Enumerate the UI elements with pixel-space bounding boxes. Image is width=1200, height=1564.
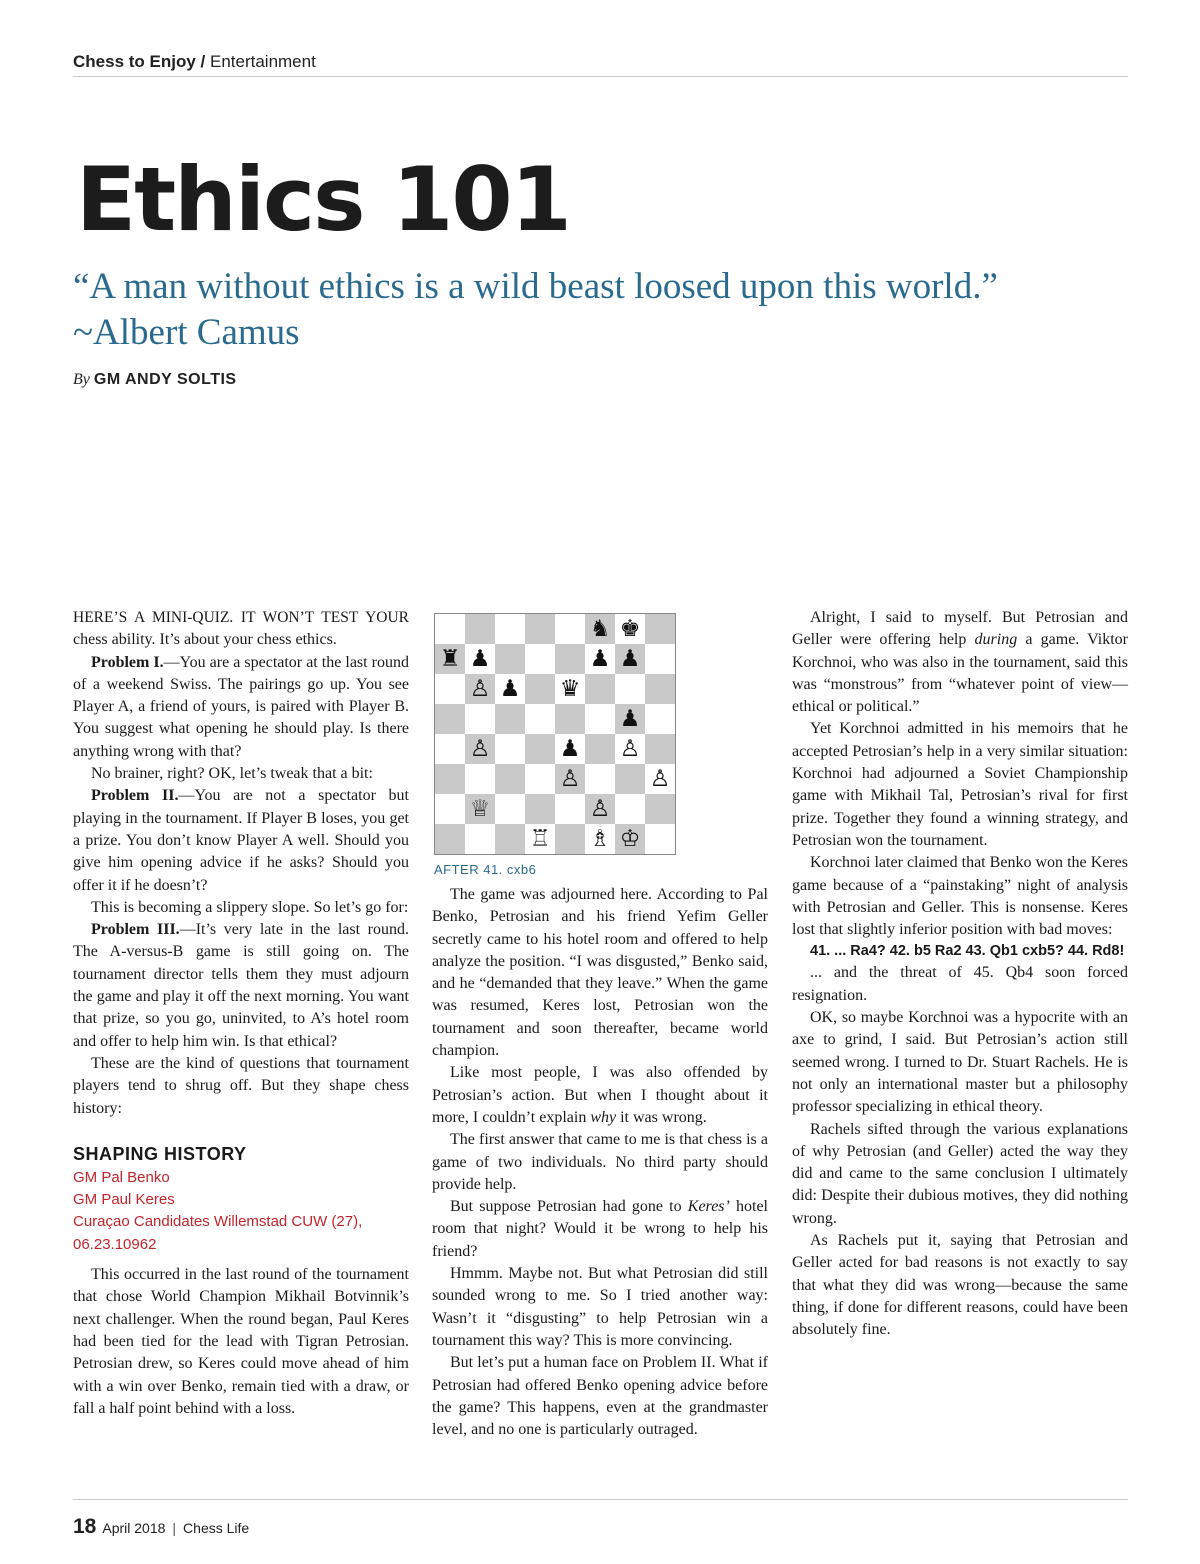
- square-d5: [525, 704, 555, 734]
- column-1: [73, 607, 409, 1420]
- article-title: Ethics 101: [76, 148, 570, 251]
- square-g8: [615, 614, 645, 644]
- square-e4: [555, 734, 585, 764]
- paragraph: [73, 919, 409, 1053]
- square-a7: [435, 644, 465, 674]
- paragraph: Yet Korchnoi admitted in his memoirs that he accepted Petrosian’s help in a very similar situation: Korchnoi had adjourned a Soviet Championship game with Mikhail Tal, Petrosian’s rival for first prize. Together they found a winning strategy, and Petrosian won the tournament.: [792, 720, 1128, 849]
- epigraph-quote: [73, 264, 1153, 356]
- square-b3: [465, 764, 495, 794]
- paragraph: These are the kind of questions that tournament players tend to shrug off. But they shape chess history:: [73, 1054, 409, 1117]
- square-f3: [585, 764, 615, 794]
- chess-piece-icon: ♕: [469, 795, 491, 822]
- chess-piece-icon: ♙: [589, 795, 611, 822]
- paragraph: But let’s put a human face on Problem II. What if Petrosian had offered Benko opening advice before the game? This happens, even at the grandmaster level, and no one is particularly outraged.: [432, 1354, 768, 1439]
- chess-piece-icon: ♟: [499, 675, 521, 702]
- chess-piece-icon: ♟: [619, 645, 641, 672]
- chess-piece-icon: ♖: [529, 825, 551, 852]
- square-h7: [645, 644, 675, 674]
- chess-piece-icon: ♟: [619, 705, 641, 732]
- square-c1: [495, 824, 525, 854]
- paragraph-text: —You are not a spectator but playing in the tournament. If Player B loses, you get a prize. You don’t know Player A well. Should you give him opening advice if he asks? Should you offer it if he doesn’t?: [73, 787, 410, 894]
- game-info: [73, 1167, 409, 1256]
- chess-piece-icon: ♙: [649, 765, 671, 792]
- chess-piece-icon: ♙: [469, 675, 491, 702]
- square-g4: [615, 734, 645, 764]
- square-h6: [645, 674, 675, 704]
- paragraph-text: —It’s very late in the last round. The A-versus-B game is still going on. The tournament director tells them they must adjourn the game and play it off the next morning. You want that prize, so you go, uninvited, to A’s hotel room and offer to help him win. Is that ethical?: [73, 921, 409, 1050]
- emphasis: Keres’: [687, 1198, 730, 1216]
- footer-issue: April 2018: [102, 1520, 166, 1536]
- square-f6: [585, 674, 615, 704]
- chess-piece-icon: ♗: [589, 825, 611, 852]
- chess-diagram: [434, 613, 676, 877]
- paragraph: [73, 652, 409, 763]
- paragraph: This occurred in the last round of the tournament that chose World Champion Mikhail Botvinnik’s next challenger. When the round began, Paul Keres had been tied for the lead with Tigran Petrosian. Petrosian drew, so Keres could move ahead of him with a win over Benko, remain tied with a draw, or fall a half point behind with a loss.: [73, 1266, 409, 1417]
- problem-label: Problem II.: [91, 787, 179, 805]
- lead-in: HERE’S A MINI-QUIZ. IT WON’T TEST YOUR: [73, 609, 409, 626]
- square-d3: [525, 764, 555, 794]
- paragraph-text: Alright, I said to myself. But Petrosian and Geller were offering help: [792, 609, 1128, 649]
- paragraph: OK, so maybe Korchnoi was a hypocrite with an axe to grind, I said. But Petrosian’s action still seemed wrong. I turned to Dr. Stuart Rachels. He is not only an international master but a philosophy professor specializing in ethical theory.: [792, 1009, 1128, 1116]
- column-2: [432, 884, 768, 1441]
- square-c5: [495, 704, 525, 734]
- square-a3: [435, 764, 465, 794]
- chess-piece-icon: ♙: [559, 765, 581, 792]
- paragraph: ... and the threat of 45. Qb4 soon forced resignation.: [792, 964, 1128, 1004]
- square-c8: [495, 614, 525, 644]
- square-b7: [465, 644, 495, 674]
- chess-piece-icon: ♟: [589, 645, 611, 672]
- paragraph: Hmmm. Maybe not. But what Petrosian did still sounded wrong to me. So I tried another way: Wasn’t it “disgusting” to help Petrosian win a tournament this way? This is more convincing.: [432, 1265, 768, 1349]
- chess-piece-icon: ♙: [619, 735, 641, 762]
- square-a5: [435, 704, 465, 734]
- paragraph: The first answer that came to me is that chess is a game of two individuals. No third party should provide help.: [432, 1131, 768, 1193]
- game-event: Curaçao Candidates Willemstad CUW (27), 06.23.10962: [73, 1213, 363, 1253]
- square-f2: [585, 794, 615, 824]
- problem-label: Problem III.: [91, 921, 180, 939]
- paragraph-text: —You are a spectator at the last round of a weekend Swiss. The pairings go up. You see Player A, a friend of yours, is paired with Player B. You suggest what opening he should play. Is there anything wrong with that?: [73, 653, 409, 760]
- paragraph: [432, 1196, 768, 1263]
- square-h3: [645, 764, 675, 794]
- square-d2: [525, 794, 555, 824]
- paragraph: [73, 785, 409, 896]
- square-b1: [465, 824, 495, 854]
- game-moves: 41. ... Ra4? 42. b5 Ra2 43. Qb1 cxb5? 44. Rd8!: [810, 943, 1125, 960]
- footer-magazine: Chess Life: [183, 1520, 250, 1536]
- paragraph: This is becoming a slippery slope. So let’s go for:: [91, 898, 409, 916]
- header-section: Chess to Enjoy: [73, 52, 196, 71]
- square-e6: [555, 674, 585, 704]
- paragraph: The game was adjourned here. According to Pal Benko, Petrosian and his friend Yefim Geller secretly came to his hotel room and offered to help analyze the position. “I was disgusted,” Benko said, and he “demanded that they leave.” When the game was resumed, Keres lost, Petrosian won the tournament and soon thereafter, became world champion.: [432, 886, 768, 1060]
- square-h1: [645, 824, 675, 854]
- square-b4: [465, 734, 495, 764]
- square-g6: [615, 674, 645, 704]
- square-a4: [435, 734, 465, 764]
- chess-piece-icon: ♚: [619, 615, 641, 642]
- chess-board: [434, 613, 676, 855]
- chess-piece-icon: ♟: [559, 735, 581, 762]
- square-d4: [525, 734, 555, 764]
- game-black: GM Paul Keres: [73, 1191, 175, 1209]
- header-divider: [73, 76, 1128, 77]
- paragraph: Rachels sifted through the various explanations of why Petrosian (and Geller) acted the way they did and came to the same conclusion I ultimately did: Despite their dubious motives, they did nothing wrong.: [792, 1120, 1128, 1227]
- square-b6: [465, 674, 495, 704]
- square-d7: [525, 644, 555, 674]
- square-g2: [615, 794, 645, 824]
- square-e7: [555, 644, 585, 674]
- paragraph-text: chess ability. It’s about your chess ethics.: [73, 631, 337, 649]
- paragraph: No brainer, right? OK, let’s tweak that a bit:: [91, 765, 373, 783]
- paragraph-text: it was wrong.: [616, 1108, 707, 1126]
- chess-piece-icon: ♔: [619, 825, 641, 852]
- emphasis: during: [974, 631, 1018, 649]
- quote-attribution: ~Albert Camus: [73, 312, 300, 353]
- square-e2: [555, 794, 585, 824]
- square-f7: [585, 644, 615, 674]
- square-b2: [465, 794, 495, 824]
- square-e1: [555, 824, 585, 854]
- square-f1: [585, 824, 615, 854]
- page-number: 18: [73, 1515, 97, 1538]
- square-c4: [495, 734, 525, 764]
- paragraph-text: Like most people, I was also offended by Petrosian’s action. But when I thought about it more, I couldn’t explain: [432, 1064, 768, 1126]
- emphasis: why: [590, 1108, 617, 1126]
- footer-divider: [73, 1499, 1128, 1500]
- square-g7: [615, 644, 645, 674]
- square-h2: [645, 794, 675, 824]
- square-h4: [645, 734, 675, 764]
- square-d8: [525, 614, 555, 644]
- column-3: [792, 607, 1128, 1342]
- square-a1: [435, 824, 465, 854]
- chess-piece-icon: ♛: [559, 675, 581, 702]
- square-a2: [435, 794, 465, 824]
- square-d1: [525, 824, 555, 854]
- square-h8: [645, 614, 675, 644]
- square-b5: [465, 704, 495, 734]
- paragraph-text: a game. Viktor Korchnoi, who was also in the tournament, said this was “monstrous” from “whatever point of view—ethical or political.”: [792, 631, 1128, 716]
- square-f8: [585, 614, 615, 644]
- header-category: Entertainment: [209, 52, 316, 71]
- footer-separator: |: [172, 1520, 177, 1536]
- quote-text: “A man without ethics is a wild beast loosed upon this world.”: [73, 266, 998, 307]
- problem-label: Problem I.: [91, 653, 164, 671]
- square-c6: [495, 674, 525, 704]
- square-g1: [615, 824, 645, 854]
- diagram-caption: AFTER 41. cxb6: [434, 862, 537, 877]
- square-c7: [495, 644, 525, 674]
- paragraph: As Rachels put it, saying that Petrosian and Geller acted for bad reasons is not exactly to say that what they did was wrong—because the same thing, if done for different reasons, could have been absolutely fine.: [792, 1232, 1128, 1339]
- running-header: [73, 52, 316, 72]
- paragraph: [792, 607, 1128, 718]
- byline-by: By: [73, 371, 90, 388]
- paragraph-text: But suppose Petrosian had gone to: [450, 1198, 688, 1216]
- square-f4: [585, 734, 615, 764]
- square-c2: [495, 794, 525, 824]
- byline: [73, 371, 237, 389]
- chess-piece-icon: ♟: [469, 645, 491, 672]
- header-separator: /: [195, 52, 210, 71]
- paragraph-text: hotel room that night? Would it be wrong to help his friend?: [432, 1198, 768, 1260]
- square-c3: [495, 764, 525, 794]
- paragraph: [73, 607, 409, 652]
- page-footer: [73, 1515, 249, 1539]
- byline-author: GM ANDY SOLTIS: [93, 371, 237, 388]
- square-h5: [645, 704, 675, 734]
- paragraph: [432, 1062, 768, 1129]
- square-e3: [555, 764, 585, 794]
- square-a6: [435, 674, 465, 704]
- paragraph: Korchnoi later claimed that Benko won the Keres game because of a “painstaking” night of analysis with Petrosian and Geller. This is nonsense. Keres lost that slightly inferior position with bad moves:: [792, 854, 1128, 939]
- chess-piece-icon: ♙: [469, 735, 491, 762]
- square-f5: [585, 704, 615, 734]
- square-b8: [465, 614, 495, 644]
- square-e8: [555, 614, 585, 644]
- square-e5: [555, 704, 585, 734]
- square-d6: [525, 674, 555, 704]
- square-a8: [435, 614, 465, 644]
- game-white: GM Pal Benko: [73, 1168, 170, 1186]
- subheading: SHAPING HISTORY: [73, 1143, 247, 1164]
- chess-piece-icon: ♜: [439, 645, 461, 672]
- square-g3: [615, 764, 645, 794]
- chess-piece-icon: ♞: [589, 615, 611, 642]
- square-g5: [615, 704, 645, 734]
